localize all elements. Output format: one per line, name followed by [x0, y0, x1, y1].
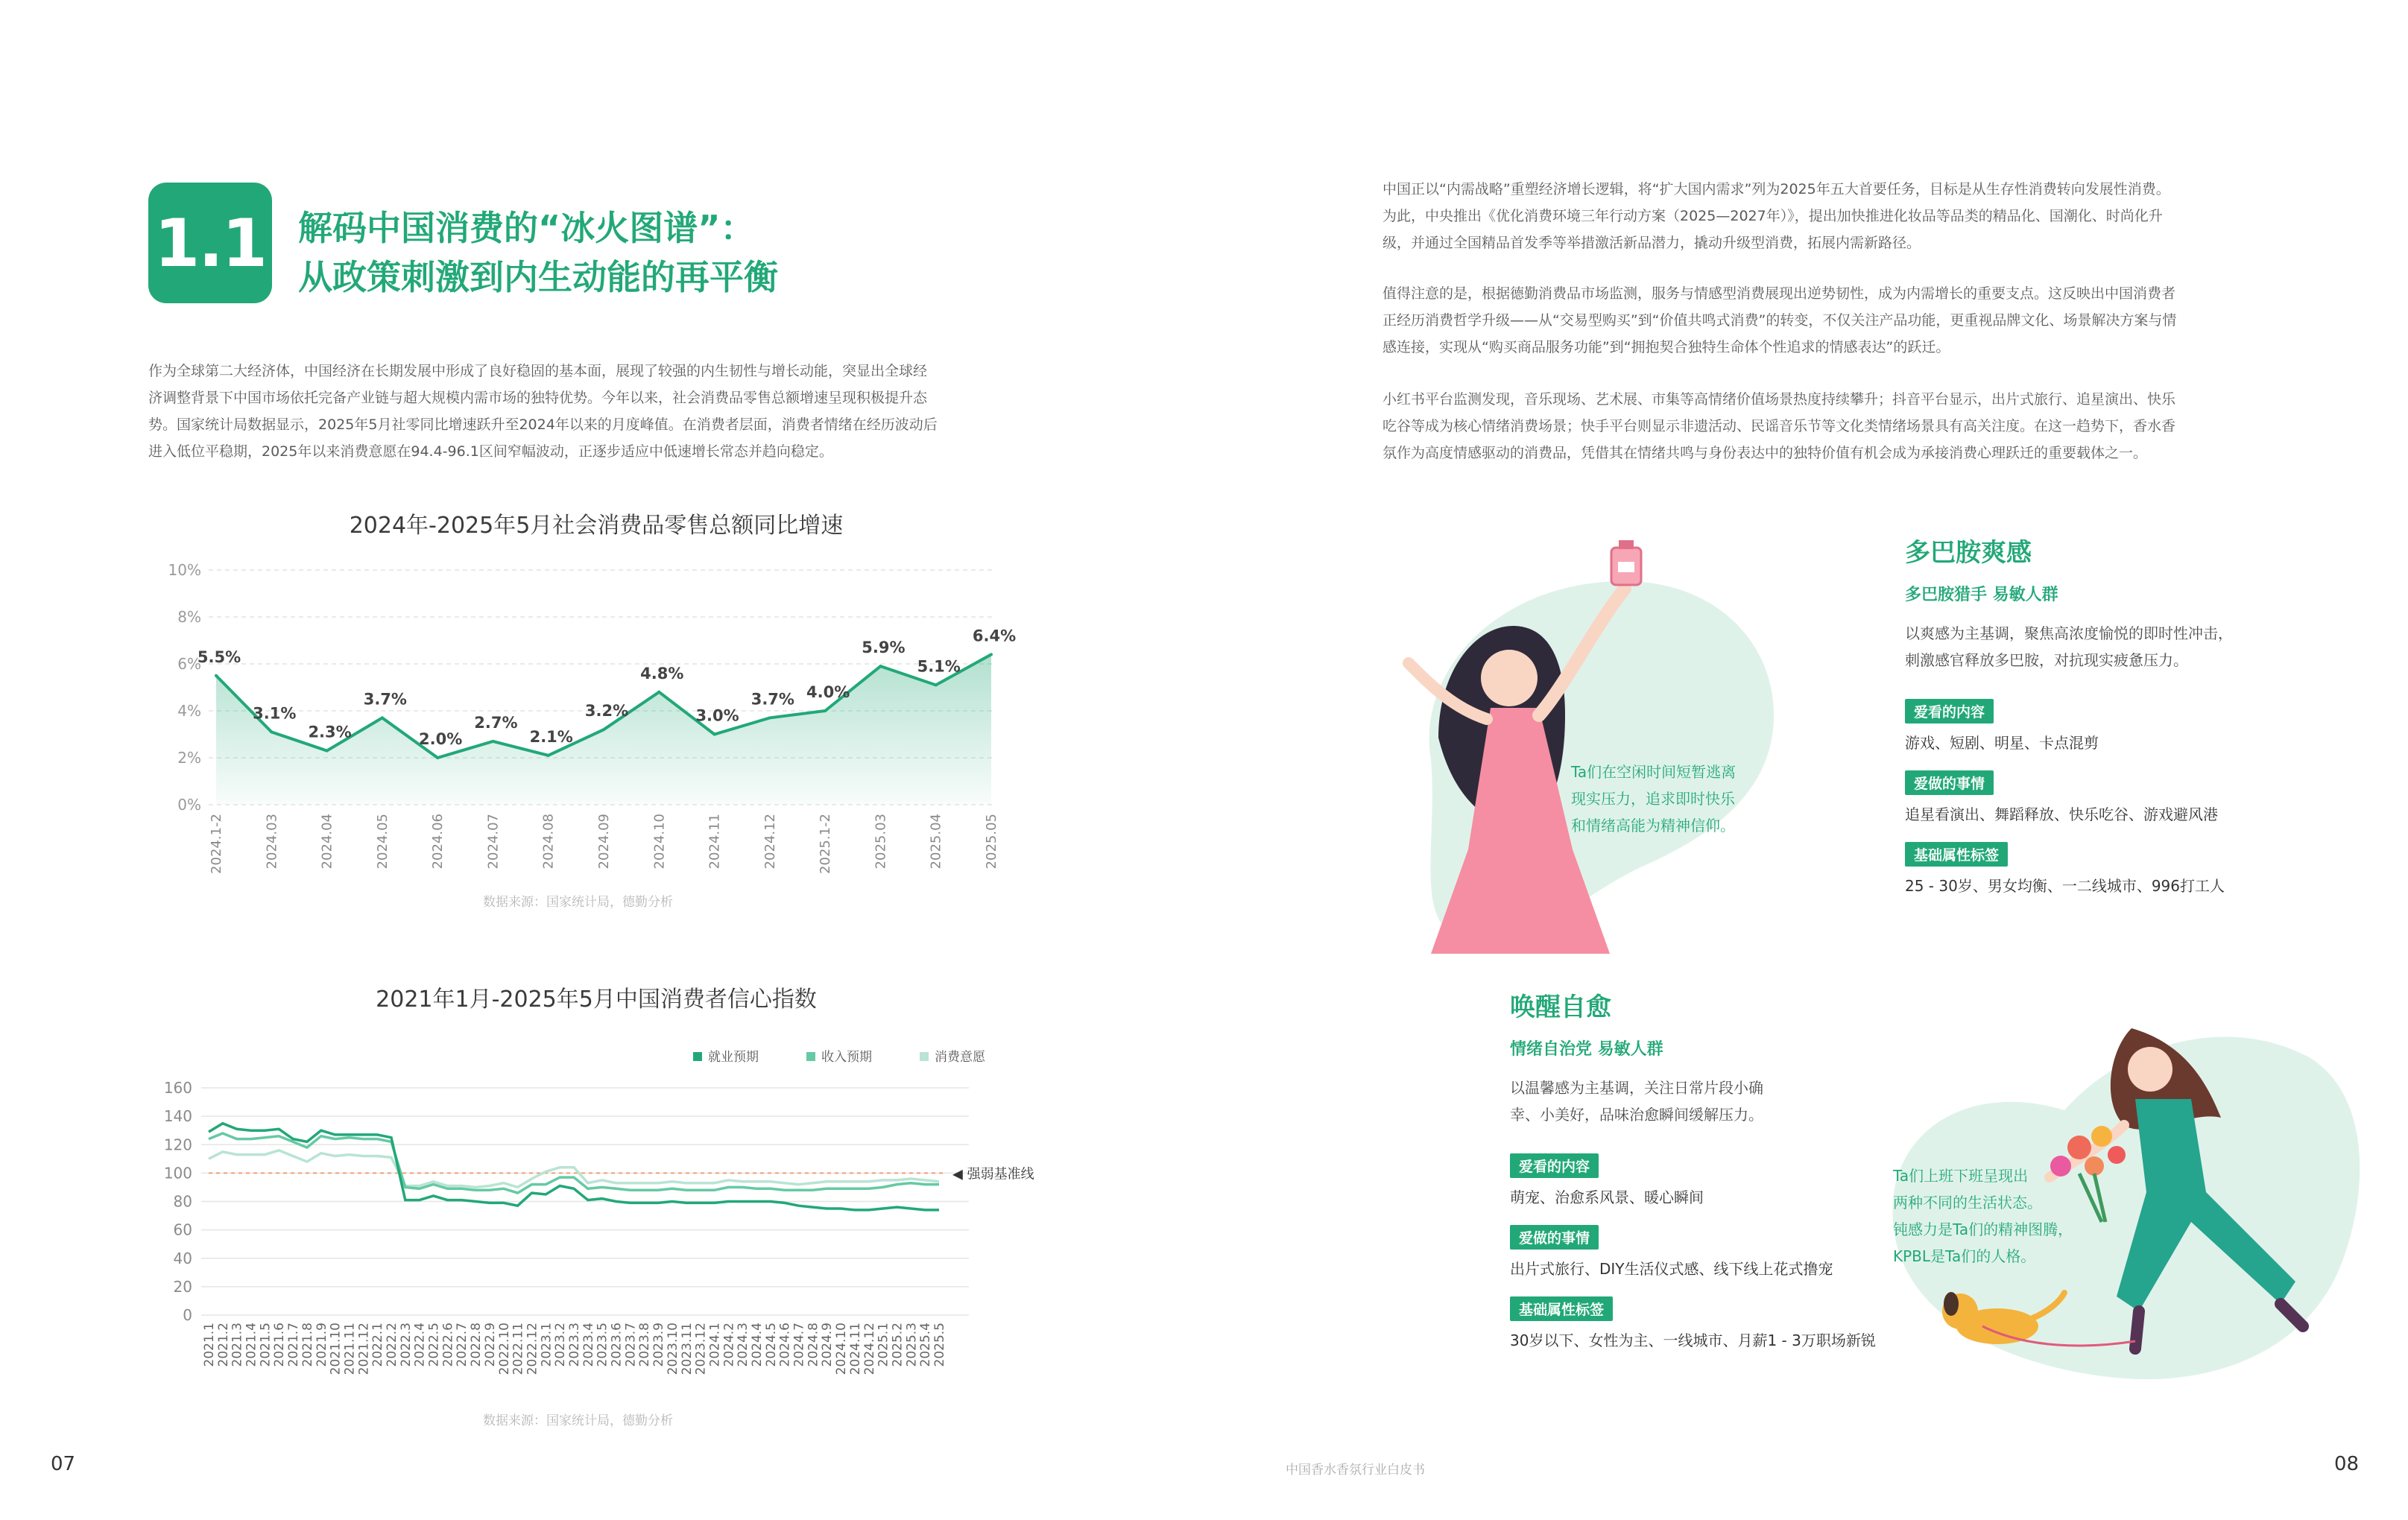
paragraph-line: 感连接，实现从“购买商品服务功能”到“拥抱契合独特生命体个性追求的情感表达”的跃迁。 — [1382, 339, 1950, 355]
y-tick-label: 60 — [173, 1220, 192, 1239]
x-tick-label: 2021.7 — [286, 1323, 302, 1367]
x-tick-label: 2024.03 — [264, 814, 280, 870]
x-tick-label: 2023.4 — [581, 1323, 596, 1367]
persona2-quote — [1893, 1162, 2073, 1270]
policy-paragraph — [1382, 176, 2284, 256]
y-tick-label: 4% — [177, 702, 201, 720]
x-tick-label: 2022.8 — [469, 1323, 484, 1367]
x-tick-label: 2023.12 — [693, 1323, 709, 1375]
x-tick-label: 2022.3 — [398, 1323, 414, 1367]
data-point — [935, 683, 938, 686]
persona1-activities-value: 追星看演出、舞蹈释放、快乐吃谷、游戏避风港 — [1905, 805, 2218, 823]
x-tick-label: 2021.11 — [342, 1323, 358, 1375]
x-tick-label: 2023.3 — [567, 1323, 582, 1367]
x-tick-label: 2023.7 — [623, 1323, 639, 1367]
x-tick-label: 2024.1 — [707, 1323, 723, 1367]
x-tick-label: 2021.2 — [215, 1323, 231, 1367]
persona2-attributes-value: 30岁以下、女性为主、一线城市、月薪1 - 3万职场新锐 — [1510, 1331, 1876, 1349]
x-tick-label: 2024.7 — [791, 1323, 807, 1367]
page-number-left: 07 — [51, 1453, 76, 1475]
persona1-attributes-value: 25 - 30岁、男女均衡、一二线城市、996打工人 — [1905, 877, 2225, 895]
x-tick-label: 2025.1 — [876, 1323, 891, 1367]
persona2-title: 唤醒自愈 — [1510, 992, 1611, 1022]
x-tick-label: 2022.9 — [482, 1323, 498, 1367]
x-tick-label: 2025.2 — [890, 1323, 906, 1367]
x-tick-label: 2024.08 — [540, 814, 557, 870]
x-tick-label: 2023.2 — [553, 1323, 569, 1367]
x-tick-label: 2025.05 — [984, 814, 999, 870]
data-label: 3.7% — [750, 690, 794, 709]
persona1-tag-attributes: 基础属性标签 — [1905, 842, 2008, 867]
paragraph-line: 为此，中央推出《优化消费环境三年行动方案（2025—2027年）》，提出加快推进化妆品等品类的精品化、国潮化、时尚化升 — [1382, 208, 2163, 224]
x-tick-label: 2025.03 — [873, 814, 889, 870]
x-tick-label: 2022.12 — [525, 1323, 540, 1375]
quote-line: 和情绪高能为精神信仰。 — [1571, 817, 1735, 835]
x-tick-label: 2024.07 — [485, 814, 502, 870]
quote-line: 现实压力，追求即时快乐 — [1571, 790, 1735, 808]
x-tick-label: 2024.12 — [762, 814, 778, 870]
data-label: 2.0% — [419, 730, 463, 748]
section-number-badge: 1.1 — [148, 183, 272, 303]
x-tick-label: 2024.3 — [736, 1323, 751, 1367]
x-tick-label: 2024.4 — [750, 1323, 765, 1367]
data-point — [879, 665, 882, 668]
x-tick-label: 2025.3 — [904, 1323, 920, 1367]
x-tick-label: 2025.4 — [918, 1323, 934, 1367]
y-tick-label: 8% — [177, 608, 201, 626]
x-tick-label: 2021.6 — [272, 1323, 288, 1367]
x-tick-label: 2023.9 — [651, 1323, 667, 1367]
y-tick-label: 0 — [183, 1306, 192, 1324]
footer-title: 中国香水香氛行业白皮书 — [1286, 1463, 1425, 1478]
consumer-confidence-chart — [149, 1036, 1073, 1378]
y-tick-label: 10% — [168, 561, 201, 579]
data-point — [215, 674, 218, 677]
x-tick-label: 2021.5 — [258, 1323, 274, 1367]
y-tick-label: 2% — [177, 749, 201, 767]
persona2-tag-activities: 爱做的事情 — [1510, 1225, 1599, 1250]
data-label: 6.4% — [972, 627, 1017, 645]
x-tick-label: 2024.11 — [707, 814, 723, 870]
description-line: 幸、小美好，品味治愈瞬间缓解压力。 — [1510, 1106, 1763, 1124]
x-tick-label: 2022.11 — [511, 1323, 526, 1375]
x-tick-label: 2024.10 — [834, 1323, 850, 1375]
x-tick-label: 2022.6 — [440, 1323, 456, 1367]
x-tick-label: 2021.12 — [356, 1323, 372, 1375]
x-tick-label: 2021.3 — [230, 1323, 245, 1367]
y-tick-label: 140 — [163, 1107, 192, 1126]
x-tick-label: 2024.6 — [777, 1323, 793, 1367]
persona1-subtitle: 多巴胺猎手 易敏人群 — [1905, 586, 2058, 604]
chart1-source: 数据来源：国家统计局，德勤分析 — [483, 895, 673, 910]
x-tick-label: 2024.5 — [763, 1323, 779, 1367]
persona1-card — [1905, 532, 2233, 896]
data-point — [602, 728, 605, 731]
x-tick-label: 2024.9 — [820, 1323, 835, 1367]
x-tick-label: 2025.5 — [932, 1323, 947, 1367]
section-heading-line1: 解码中国消费的“冰火图谱”： — [298, 208, 755, 248]
persona2-tag-attributes: 基础属性标签 — [1510, 1296, 1613, 1321]
persona1-title: 多巴胺爽感 — [1905, 538, 2032, 568]
data-label: 2.3% — [308, 723, 352, 741]
quote-line: 钝感力是Ta们的精神图腾， — [1893, 1220, 2073, 1238]
data-point — [547, 754, 550, 757]
intro-line: 进入低位平稳期，2025年以来消费意愿在94.4-96.1区间窄幅波动，正逐步适应中低速增长常态并趋向稳定。 — [148, 443, 833, 460]
data-label: 3.2% — [584, 702, 629, 721]
persona2-subtitle: 情绪自治党 易敏人群 — [1510, 1040, 1663, 1059]
data-point — [713, 733, 716, 736]
legend-label: 就业预期 — [708, 1050, 759, 1065]
persona1-content-value: 游戏、短剧、明星、卡点混剪 — [1905, 734, 2099, 752]
paragraph-line: 氛作为高度情感驱动的消费品，凭借其在情绪共鸣与身份表达中的独特价值有机会成为承接消费心理跃迁的重要载体之一。 — [1382, 445, 2148, 461]
persona2-card — [1510, 987, 1876, 1350]
y-tick-label: 20 — [173, 1277, 192, 1296]
y-tick-label: 6% — [177, 655, 201, 673]
persona2-content-value: 萌宠、治愈系风景、暖心瞬间 — [1510, 1188, 1704, 1206]
x-tick-label: 2021.8 — [300, 1323, 315, 1367]
quote-line: Ta们上班下班呈现出 — [1893, 1167, 2029, 1185]
y-tick-label: 80 — [173, 1192, 192, 1211]
data-label: 3.7% — [363, 690, 407, 709]
persona1-description — [1905, 620, 2233, 674]
series-line — [209, 1133, 939, 1193]
persona2-tag-content: 爱看的内容 — [1510, 1153, 1599, 1178]
x-tick-label: 2023.10 — [665, 1323, 680, 1375]
data-label: 3.0% — [695, 706, 739, 725]
data-label: 5.9% — [862, 639, 906, 657]
x-tick-label: 2025.1-2 — [818, 814, 834, 874]
x-tick-label: 2023.8 — [637, 1323, 653, 1367]
data-label: 4.0% — [806, 683, 850, 701]
paragraph-line: 值得注意的是，根据德勤消费品市场监测，服务与情感型消费展现出逆势韧性，成为内需增长的重要支点。这反映出中国消费者 — [1382, 285, 2176, 302]
paragraph-line: 中国正以“内需战略”重塑经济增长逻辑，将“扩大国内需求”列为2025年五大首要任务，目标是从生存性消费转向发展性消费。 — [1382, 181, 2170, 197]
x-tick-label: 2022.4 — [412, 1323, 428, 1367]
x-tick-label: 2024.12 — [862, 1323, 877, 1375]
data-point — [768, 716, 771, 719]
trend-paragraph — [1382, 280, 2284, 361]
x-tick-label: 2023.6 — [609, 1323, 625, 1367]
page-number-right: 08 — [2334, 1453, 2360, 1475]
woman-with-perfume-illustration — [1327, 536, 1804, 954]
quote-line: KPBL是Ta们的人格。 — [1893, 1247, 2036, 1265]
paragraph-line: 级，并通过全国精品首发季等举措激活新品潜力，撬动升级型消费，拓展内需新路径。 — [1382, 235, 1921, 251]
x-tick-label: 2024.10 — [651, 814, 668, 870]
quote-line: Ta们在空闲时间短暂逃离 — [1571, 763, 1737, 781]
legend-swatch — [693, 1052, 702, 1061]
series-line — [209, 1150, 939, 1188]
data-label: 5.1% — [917, 657, 961, 676]
data-point — [381, 716, 384, 719]
chart1-title: 2024年-2025年5月社会消费品零售总额同比增速 — [349, 513, 844, 539]
x-tick-label: 2024.8 — [806, 1323, 821, 1367]
x-tick-label: 2022.1 — [370, 1323, 386, 1367]
data-label: 4.8% — [640, 664, 684, 683]
legend-label: 收入预期 — [821, 1050, 872, 1065]
x-tick-label: 2022.10 — [496, 1323, 512, 1375]
data-label: 3.1% — [253, 704, 297, 723]
chart2-source: 数据来源：国家统计局，德勤分析 — [483, 1413, 673, 1428]
x-tick-label: 2023.1 — [539, 1323, 554, 1367]
y-tick-label: 0% — [177, 796, 201, 814]
x-tick-label: 2024.04 — [319, 814, 335, 870]
data-label: 2.1% — [529, 727, 573, 746]
data-point — [270, 730, 273, 733]
legend-swatch — [806, 1052, 815, 1061]
y-tick-label: 160 — [163, 1079, 192, 1097]
persona1-quote — [1571, 759, 1736, 839]
data-point — [657, 691, 660, 694]
intro-line: 势。国家统计局数据显示，2025年5月社零同比增速跃升至2024年以来的月度峰值。在消费者层面，消费者情绪在经历波动后 — [148, 417, 938, 433]
data-point — [824, 709, 827, 712]
persona2-activities-value: 出片式旅行、DIY生活仪式感、线下线上花式撸宠 — [1510, 1260, 1833, 1278]
x-tick-label: 2022.2 — [385, 1323, 399, 1367]
x-tick-label: 2024.1-2 — [209, 814, 224, 874]
data-point — [491, 740, 494, 743]
persona1-tag-content: 爱看的内容 — [1905, 699, 1994, 723]
y-tick-label: 100 — [163, 1164, 192, 1182]
x-tick-label: 2021.4 — [244, 1323, 259, 1367]
x-tick-label: 2021.9 — [314, 1323, 329, 1367]
perfume-bottle-icon — [1611, 540, 1641, 585]
data-point — [990, 653, 993, 656]
x-tick-label: 2021.10 — [328, 1323, 344, 1375]
intro-line: 作为全球第二大经济体，中国经济在长期发展中形成了良好稳固的基本面，展现了较强的内生韧性与增长动能，突显出全球经 — [148, 363, 928, 379]
legend-label: 消费意愿 — [935, 1050, 985, 1065]
intro-line: 济调整背景下中国市场依托完备产业链与超大规模内需市场的独特优势。今年以来，社会消费品零售总额增速呈现积极提升态 — [148, 390, 928, 406]
x-tick-label: 2023.11 — [679, 1323, 695, 1375]
x-tick-label: 2024.11 — [847, 1323, 863, 1375]
quote-line: 两种不同的生活状态。 — [1893, 1194, 2042, 1212]
data-label: 5.5% — [197, 647, 241, 666]
persona2-description — [1510, 1074, 1876, 1128]
paragraph-line: 吃谷等成为核心情绪消费场景；快手平台则显示非遗活动、民谣音乐节等文化类情绪场景具有高关注度。在这一趋势下，香水香 — [1382, 418, 2176, 434]
section-heading-line2: 从政策刺激到内生动能的再平衡 — [298, 257, 778, 297]
chart2-title: 2021年1月-2025年5月中国消费者信心指数 — [376, 987, 817, 1013]
description-line: 刺激感官释放多巴胺，对抗现实疲惫压力。 — [1905, 651, 2188, 669]
x-tick-label: 2024.2 — [721, 1323, 737, 1367]
x-tick-label: 2023.5 — [595, 1323, 610, 1367]
x-tick-label: 2024.05 — [374, 814, 391, 870]
legend-swatch — [920, 1052, 929, 1061]
x-tick-label: 2021.1 — [202, 1323, 217, 1367]
data-point — [326, 750, 329, 753]
x-tick-label: 2022.7 — [455, 1323, 470, 1367]
paragraph-line: 小红书平台监测发现，音乐现场、艺术展、市集等高情绪价值场景热度持续攀升；抖音平台显示，出片式旅行、追星演出、快乐 — [1382, 391, 2176, 408]
y-tick-label: 40 — [173, 1249, 192, 1267]
paragraph-line: 正经历消费哲学升级——从“交易型购买”到“价值共鸣式消费”的转变，不仅关注产品功能，更重视品牌文化、场景解决方案与情 — [1382, 312, 2177, 329]
retail-sales-growth-chart — [149, 544, 1028, 879]
platform-paragraph — [1382, 386, 2284, 466]
x-tick-label: 2022.5 — [426, 1323, 442, 1367]
description-line: 以爽感为主基调，聚焦高浓度愉悦的即时性冲击， — [1905, 624, 2233, 642]
x-tick-label: 2024.09 — [596, 814, 612, 870]
x-tick-label: 2024.06 — [430, 814, 446, 870]
benchmark-label: ◀ 强弱基准线 — [952, 1166, 1034, 1182]
data-label: 2.7% — [474, 713, 518, 732]
data-point — [436, 756, 439, 759]
x-tick-label: 2025.04 — [928, 814, 944, 870]
y-tick-label: 120 — [163, 1136, 192, 1154]
intro-paragraph — [148, 358, 1043, 465]
description-line: 以温馨感为主基调，关注日常片段小确 — [1510, 1079, 1763, 1097]
persona1-tag-activities: 爱做的事情 — [1905, 770, 1994, 795]
